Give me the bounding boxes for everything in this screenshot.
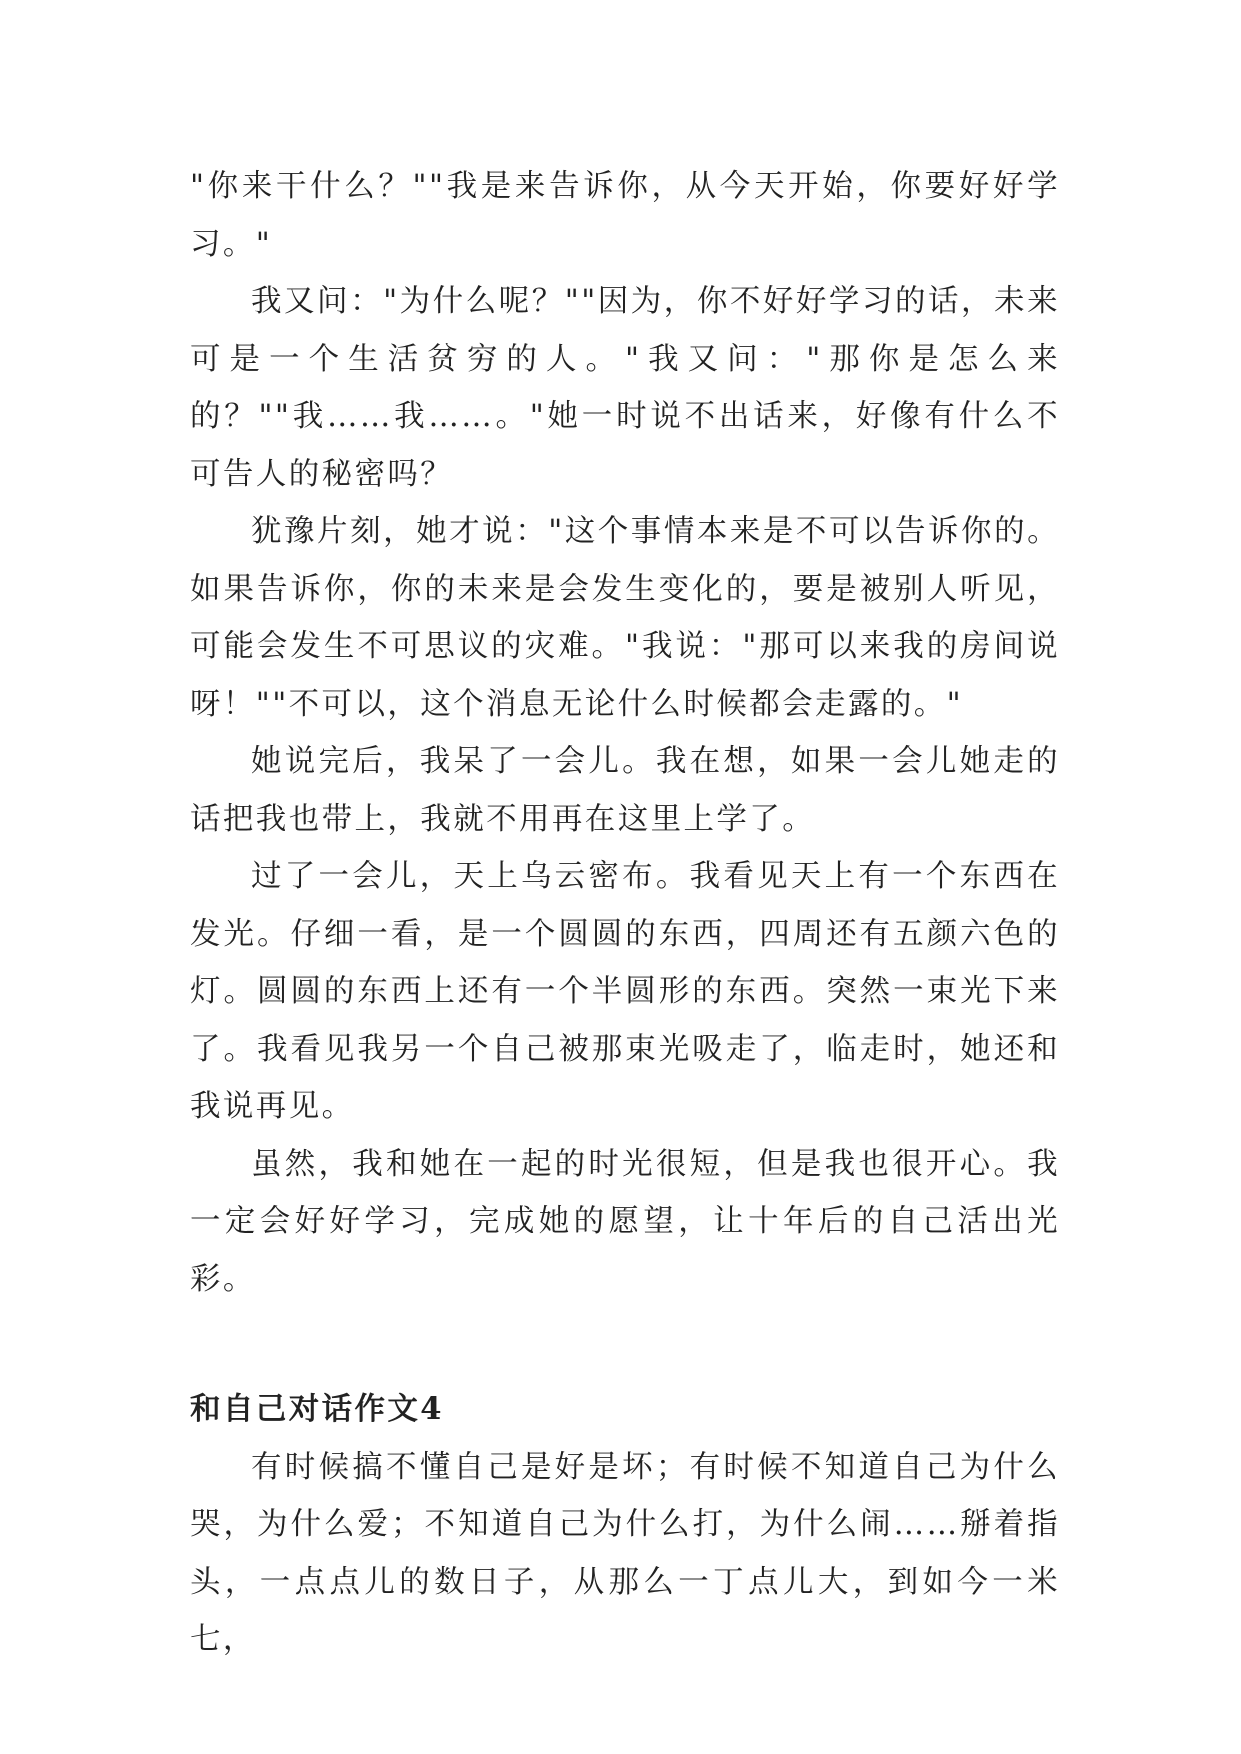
document-body [190, 158, 1060, 1669]
paragraph: 她说完后，我呆了一会儿。我在想，如果一会儿她走的话把我也带上，我就不用再在这里上学了。 [190, 744, 1060, 837]
paragraph: 过了一会儿，天上乌云密布。我看见天上有一个东西在发光。仔细一看，是一个圆圆的东西，四周还有五颜六色的灯。圆圆的东西上还有一个半圆形的东西。突然一束光下来了。我看见我另一个自己被那束光吸走了，临走时，她还和我说再见。 [190, 859, 1060, 1124]
paragraph: 我又问："为什么呢？""因为，你不好好学习的话，未来可是一个生活贫穷的人。"我又问："那你是怎么来的？""我……我……。"她一时说不出话来，好像有什么不可告人的秘密吗？ [190, 284, 1060, 492]
paragraph: 虽然，我和她在一起的时光很短，但是我也很开心。我一定会好好学习，完成她的愿望，让十年后的自己活出光彩。 [190, 1146, 1060, 1297]
section-title: 和自己对话作文4 [190, 1391, 444, 1427]
paragraph: 犹豫片刻，她才说："这个事情本来是不可以告诉你的。如果告诉你，你的未来是会发生变化的，要是被别人听见，可能会发生不可思议的灾难。"我说："那可以来我的房间说呀！""不可以，这个消息无论什么时候都会走露的。" [190, 514, 1060, 722]
paragraph: 有时候搞不懂自己是好是坏；有时候不知道自己为什么哭，为什么爱；不知道自己为什么打，为什么闹……掰着指头，一点点儿的数日子，从那么一丁点儿大，到如今一米七， [190, 1449, 1060, 1657]
paragraph: "你来干什么？""我是来告诉你，从今天开始，你要好好学习。" [190, 169, 1060, 262]
